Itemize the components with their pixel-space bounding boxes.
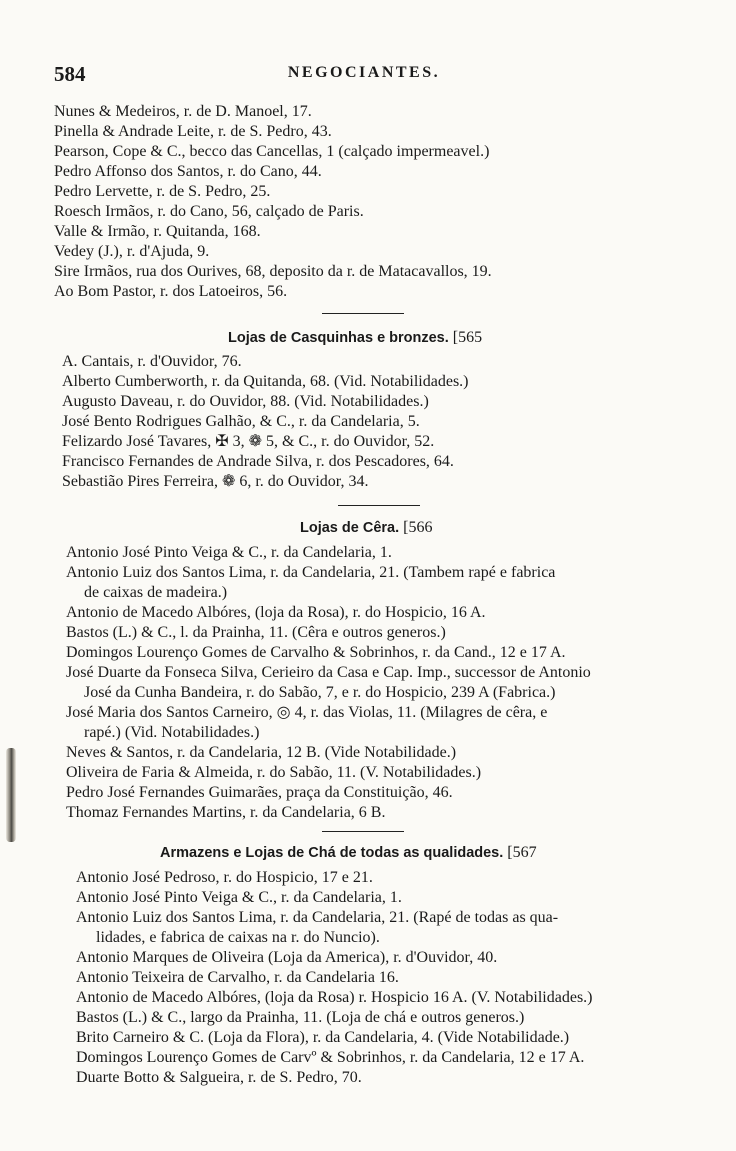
section-divider <box>322 313 404 314</box>
list-item: A. Cantais, r. d'Ouvidor, 76. <box>62 353 242 370</box>
list-item: Oliveira de Faria & Almeida, r. do Sabão, 11. (V. Notabilidades.) <box>66 764 482 781</box>
section-number: [565 <box>452 329 483 346</box>
list-item-continuation: rapé.) (Vid. Notabilidades.) <box>84 724 260 741</box>
section-heading-row <box>228 328 482 348</box>
list-item: Antonio José Pinto Veiga & C., r. da Candelaria, 1. <box>66 544 392 561</box>
section-divider <box>338 505 420 506</box>
list-item: Antonio José Pedroso, r. do Hospicio, 17 e 21. <box>76 869 373 886</box>
list-item: Pedro Affonso dos Santos, r. do Cano, 44. <box>54 163 322 180</box>
list-item: Domingos Lourenço Gomes de Carvalho & Sobrinhos, r. da Cand., 12 e 17 A. <box>66 644 566 661</box>
section-number: [566 <box>403 519 433 536</box>
list-item: Bastos (L.) & C., largo da Prainha, 11. (Loja de chá e outros generos.) <box>76 1009 525 1026</box>
list-item-continuation: lidades, e fabrica de caixas na r. do Nuncio). <box>96 929 380 946</box>
list-item-continuation: José da Cunha Bandeira, r. do Sabão, 7, e r. do Hospicio, 239 A (Fabrica.) <box>84 684 556 701</box>
list-item: Valle & Irmão, r. Quitanda, 168. <box>54 223 261 240</box>
list-item: Pinella & Andrade Leite, r. de S. Pedro, 43. <box>54 123 332 140</box>
section-heading: Lojas de Casquinhas e bronzes. <box>228 330 449 346</box>
page-number: 584 <box>54 62 86 86</box>
list-item-continuation: de caixas de madeira.) <box>84 584 228 601</box>
binding-shadow <box>6 748 16 842</box>
list-item: Nunes & Medeiros, r. de D. Manoel, 17. <box>54 103 312 120</box>
list-item: Antonio Marques de Oliveira (Loja da America), r. d'Ouvidor, 40. <box>76 949 498 966</box>
list-item: José Bento Rodrigues Galhão, & C., r. da Candelaria, 5. <box>62 413 420 430</box>
section-number: [567 <box>507 844 537 861</box>
list-item: Neves & Santos, r. da Candelaria, 12 B. (Vide Notabilidade.) <box>66 744 457 761</box>
list-item: Roesch Irmãos, r. do Cano, 56, calçado de Paris. <box>54 203 364 220</box>
page-header <box>54 62 674 88</box>
list-item: Antonio Luiz dos Santos Lima, r. da Candelaria, 21. (Tambem rapé e fabrica <box>66 564 556 581</box>
section-heading-row <box>160 843 537 863</box>
section-heading-row <box>300 518 432 538</box>
list-item: Pearson, Cope & C., becco das Cancellas, 1 (calçado impermeavel.) <box>54 143 490 160</box>
list-item: Francisco Fernandes de Andrade Silva, r. dos Pescadores, 64. <box>62 453 454 470</box>
section-divider <box>322 831 404 832</box>
list-item: José Duarte da Fonseca Silva, Cerieiro da Casa e Cap. Imp., successor de Antonio <box>66 664 591 681</box>
list-item: Antonio Luiz dos Santos Lima, r. da Candelaria, 21. (Rapé de todas as qua- <box>76 909 559 926</box>
list-item: Bastos (L.) & C., l. da Prainha, 11. (Cêra e outros generos.) <box>66 624 446 641</box>
list-item: Sire Irmãos, rua dos Ourives, 68, deposito da r. de Matacavallos, 19. <box>54 263 492 280</box>
list-item: Sebastião Pires Ferreira, ❁ 6, r. do Ouvidor, 34. <box>62 473 369 490</box>
list-item: Antonio de Macedo Albóres, (loja da Rosa) r. Hospicio 16 A. (V. Notabilidades.) <box>76 989 593 1006</box>
list-item: Ao Bom Pastor, r. dos Latoeiros, 56. <box>54 283 288 300</box>
list-item: Antonio José Pinto Veiga & C., r. da Candelaria, 1. <box>76 889 402 906</box>
list-item: Domingos Lourenço Gomes de Carvº & Sobrinhos, r. da Candelaria, 12 e 17 A. <box>76 1049 585 1066</box>
list-item: Brito Carneiro & C. (Loja da Flora), r. da Candelaria, 4. (Vide Notabilidade.) <box>76 1029 570 1046</box>
section-heading: Lojas de Cêra. <box>300 520 400 536</box>
list-item: Alberto Cumberworth, r. da Quitanda, 68. (Vid. Notabilidades.) <box>62 373 469 390</box>
list-item: Vedey (J.), r. d'Ajuda, 9. <box>54 243 210 260</box>
list-item: Pedro José Fernandes Guimarães, praça da Constituição, 46. <box>66 784 453 801</box>
list-item: Pedro Lervette, r. de S. Pedro, 25. <box>54 183 271 200</box>
list-item: Antonio Teixeira de Carvalho, r. da Candelaria 16. <box>76 969 399 986</box>
list-item: Felizardo José Tavares, ✠ 3, ❁ 5, & C., r. do Ouvidor, 52. <box>62 433 435 450</box>
list-item: José Maria dos Santos Carneiro, ◎ 4, r. das Violas, 11. (Milagres de cêra, e <box>66 704 548 721</box>
section-heading: Armazens e Lojas de Chá de todas as qualidades. <box>160 845 504 861</box>
list-item: Antonio de Macedo Albóres, (loja da Rosa), r. do Hospicio, 16 A. <box>66 604 486 621</box>
list-item: Thomaz Fernandes Martins, r. da Candelaria, 6 B. <box>66 804 386 821</box>
list-item: Augusto Daveau, r. do Ouvidor, 88. (Vid. Notabilidades.) <box>62 393 429 410</box>
list-item: Duarte Botto & Salgueira, r. de S. Pedro, 70. <box>76 1069 362 1086</box>
running-title: NEGOCIANTES. <box>287 64 441 81</box>
